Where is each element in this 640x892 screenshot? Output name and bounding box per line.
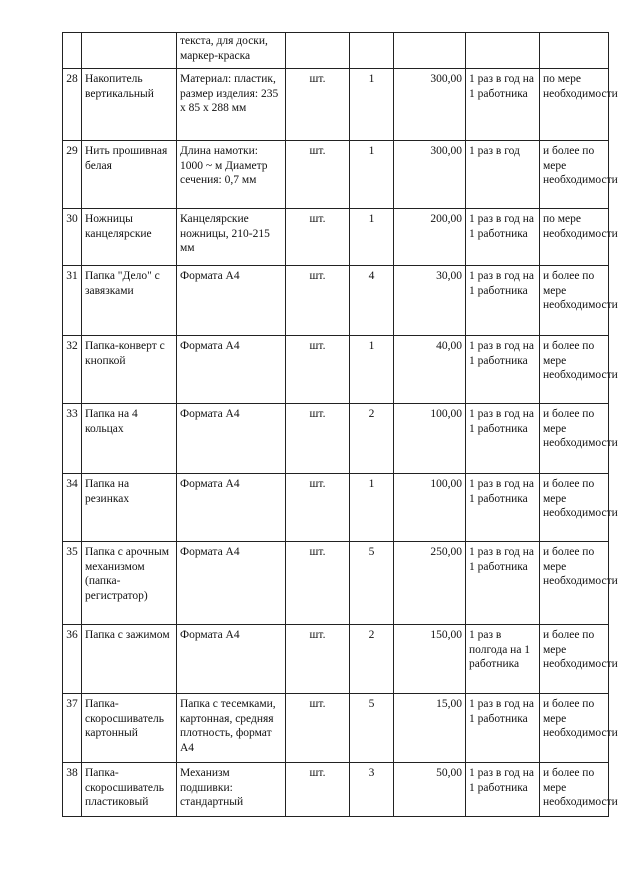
- item-price: 50,00: [394, 763, 466, 817]
- item-description: Длина намотки: 1000 ~ м Диаметр сечения: 0,7 мм: [177, 141, 286, 209]
- table-row: [63, 69, 609, 141]
- item-name: Папка "Дело" с завязками: [82, 266, 177, 336]
- row-number: 38: [63, 763, 82, 817]
- item-price: 150,00: [394, 625, 466, 694]
- supply-table: [62, 32, 618, 817]
- item-name: Папка на резинках: [82, 474, 177, 542]
- item-description: Механизм подшивки: стандартный: [177, 763, 286, 817]
- table-row: [63, 33, 609, 69]
- row-number: 29: [63, 141, 82, 209]
- table-body: [63, 33, 618, 817]
- item-price: 15,00: [394, 694, 466, 763]
- item-description: Формата А4: [177, 625, 286, 694]
- item-unit: шт.: [286, 625, 350, 694]
- item-quantity: 1: [350, 69, 394, 141]
- item-unit: шт.: [286, 542, 350, 625]
- item-name: Папка-конверт с кнопкой: [82, 336, 177, 404]
- item-period: 1 раз в год на 1 работника: [466, 763, 540, 817]
- item-price: 250,00: [394, 542, 466, 625]
- row-number: 33: [63, 404, 82, 474]
- item-note: и более по мере необходимости: [540, 763, 609, 817]
- item-unit: шт.: [286, 266, 350, 336]
- item-quantity: 1: [350, 336, 394, 404]
- item-period: 1 раз в полгода на 1 работника: [466, 625, 540, 694]
- item-price: 300,00: [394, 69, 466, 141]
- item-name: Папка на 4 кольцах: [82, 404, 177, 474]
- row-number: 36: [63, 625, 82, 694]
- item-name: [82, 33, 177, 69]
- table-row: [63, 763, 609, 817]
- item-description: Материал: пластик, размер изделия: 235 х 85 х 288 мм: [177, 69, 286, 141]
- item-description: Канцелярские ножницы, 210-215 мм: [177, 209, 286, 266]
- item-note: и более по мере необходимости: [540, 474, 609, 542]
- item-note: и более по мере необходимости: [540, 625, 609, 694]
- item-description: Формата А4: [177, 542, 286, 625]
- item-quantity: 2: [350, 404, 394, 474]
- item-period: 1 раз в год на 1 работника: [466, 474, 540, 542]
- table-row: [63, 694, 609, 763]
- item-name: Папка с зажимом: [82, 625, 177, 694]
- item-unit: [286, 33, 350, 69]
- item-note: [540, 33, 609, 69]
- item-unit: шт.: [286, 69, 350, 141]
- row-number: 28: [63, 69, 82, 141]
- item-period: [466, 33, 540, 69]
- item-period: 1 раз в год: [466, 141, 540, 209]
- item-period: 1 раз в год на 1 работника: [466, 69, 540, 141]
- item-period: 1 раз в год на 1 работника: [466, 266, 540, 336]
- table-row: [63, 209, 609, 266]
- item-unit: шт.: [286, 474, 350, 542]
- item-description: Папка с тесемками, картонная, средняя плотность, формат А4: [177, 694, 286, 763]
- item-note: и более по мере необходимости: [540, 694, 609, 763]
- item-unit: шт.: [286, 404, 350, 474]
- item-price: [394, 33, 466, 69]
- item-name: Папка с арочным механизмом (папка-регистратор): [82, 542, 177, 625]
- table-row: [63, 404, 609, 474]
- item-description: текста, для доски, маркер-краска: [177, 33, 286, 69]
- item-unit: шт.: [286, 141, 350, 209]
- item-name: Ножницы канцелярские: [82, 209, 177, 266]
- item-quantity: 1: [350, 209, 394, 266]
- item-price: 300,00: [394, 141, 466, 209]
- item-quantity: 2: [350, 625, 394, 694]
- item-period: 1 раз в год на 1 работника: [466, 209, 540, 266]
- row-number: 31: [63, 266, 82, 336]
- item-price: 30,00: [394, 266, 466, 336]
- table-row: [63, 625, 609, 694]
- item-note: и более по мере необходимости: [540, 404, 609, 474]
- item-price: 100,00: [394, 474, 466, 542]
- item-quantity: 5: [350, 542, 394, 625]
- row-number: 35: [63, 542, 82, 625]
- item-name: Нить прошивная белая: [82, 141, 177, 209]
- table-row: [63, 474, 609, 542]
- item-period: 1 раз в год на 1 работника: [466, 404, 540, 474]
- item-price: 200,00: [394, 209, 466, 266]
- row-number: 30: [63, 209, 82, 266]
- item-unit: шт.: [286, 763, 350, 817]
- item-quantity: 1: [350, 141, 394, 209]
- item-price: 100,00: [394, 404, 466, 474]
- row-number: 34: [63, 474, 82, 542]
- item-quantity: 4: [350, 266, 394, 336]
- item-unit: шт.: [286, 694, 350, 763]
- item-price: 40,00: [394, 336, 466, 404]
- item-description: Формата А4: [177, 474, 286, 542]
- item-note: и более по мере необходимости: [540, 336, 609, 404]
- item-name: Накопитель вертикальный: [82, 69, 177, 141]
- item-quantity: 3: [350, 763, 394, 817]
- item-quantity: 5: [350, 694, 394, 763]
- item-name: Папка-скоросшиватель пластиковый: [82, 763, 177, 817]
- item-period: 1 раз в год на 1 работника: [466, 542, 540, 625]
- item-note: по мере необходимости: [540, 209, 609, 266]
- table-row: [63, 336, 609, 404]
- item-unit: шт.: [286, 336, 350, 404]
- item-note: и более по мере необходимости: [540, 542, 609, 625]
- item-unit: шт.: [286, 209, 350, 266]
- item-period: 1 раз в год на 1 работника: [466, 336, 540, 404]
- item-note: по мере необходимости: [540, 69, 609, 141]
- item-quantity: 1: [350, 474, 394, 542]
- item-period: 1 раз в год на 1 работника: [466, 694, 540, 763]
- item-description: Формата А4: [177, 404, 286, 474]
- item-description: Формата А4: [177, 266, 286, 336]
- item-quantity: [350, 33, 394, 69]
- row-number: 32: [63, 336, 82, 404]
- table-row: [63, 141, 609, 209]
- item-note: и более по мере необходимости: [540, 266, 609, 336]
- item-description: Формата А4: [177, 336, 286, 404]
- row-number: [63, 33, 82, 69]
- row-number: 37: [63, 694, 82, 763]
- item-name: Папка-скоросшиватель картонный: [82, 694, 177, 763]
- table-row: [63, 542, 609, 625]
- table-row: [63, 266, 609, 336]
- item-note: и более по мере необходимости: [540, 141, 609, 209]
